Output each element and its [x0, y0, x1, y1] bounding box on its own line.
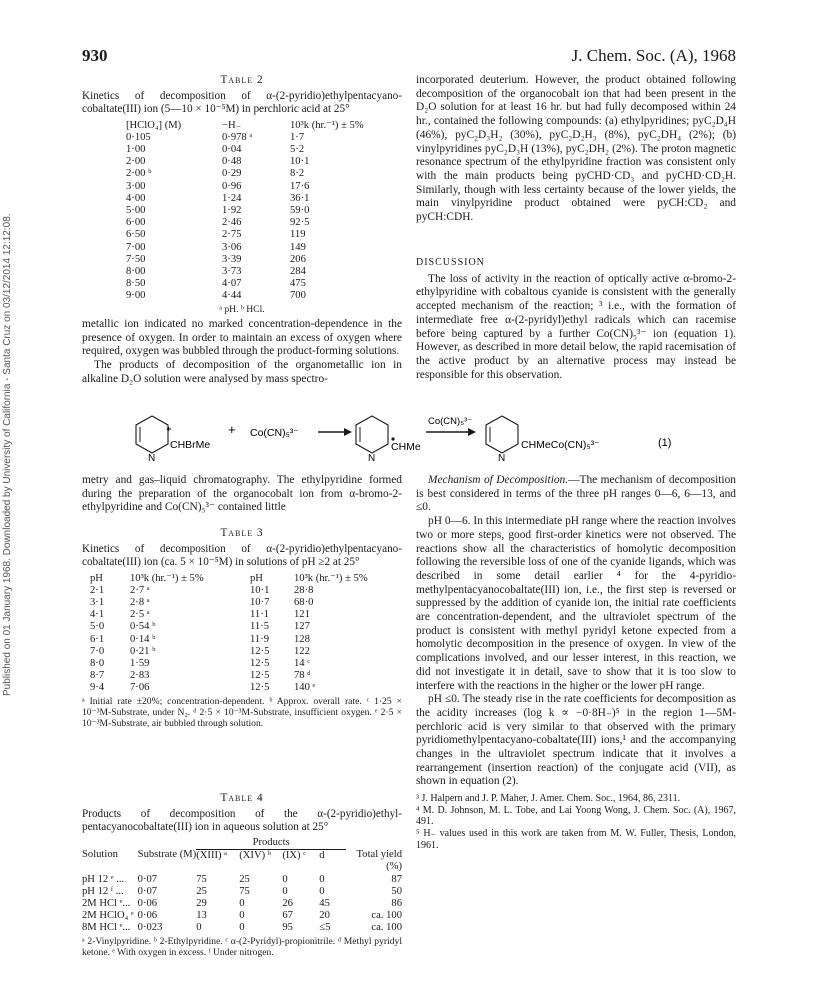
- table-4-row-cell: 2M HCl ᵉ...: [82, 898, 131, 910]
- table-4-row-cell: 0: [282, 885, 288, 897]
- paragraph: The products of decomposition of the organometallic ion in alkaline D₂O solution were analysed by mass spectro-: [82, 359, 402, 385]
- table-2-header: 10³k (hr.⁻¹) ± 5%: [290, 119, 364, 131]
- table-2-row-cell: 1·24: [222, 192, 242, 204]
- table-2-header: −H₋: [222, 119, 242, 131]
- table-2-row-cell: 2·00 ᵇ: [126, 168, 152, 180]
- page-number: 930: [82, 46, 108, 65]
- paragraph: [416, 474, 736, 515]
- table-4-row-cell: pH 12 ᶠ ...: [82, 885, 124, 897]
- table-4-header: (IX) ᶜ: [282, 849, 306, 861]
- table-3-row-cell: 4·1: [90, 609, 105, 621]
- table-2-row: [126, 217, 364, 229]
- table-4-row-cell: 20: [319, 910, 330, 922]
- table-3-row-cell: 11·1: [250, 609, 270, 621]
- footnote: ³ J. Halpern and J. P. Maher, J. Amer. Chem. Soc., 1964, 86, 2311.: [416, 793, 681, 805]
- table-3-row-cell: 2·1: [90, 584, 105, 596]
- table-4-row-cell: 8M HCl ᵉ...: [82, 922, 131, 934]
- ring-n: N: [368, 453, 376, 464]
- table-3-row-cell: 10·7: [250, 596, 270, 608]
- table-2-row-cell: 1·92: [222, 204, 242, 216]
- left-text-2: [82, 474, 402, 515]
- ph0-heading: pH ≤0.: [428, 693, 460, 706]
- table-4-row-cell: ca. 100: [371, 910, 402, 922]
- table-4-row: [82, 898, 402, 910]
- table-3-row-cell: 7·06: [130, 682, 150, 694]
- table-4-row-cell: 13: [196, 910, 207, 922]
- table-3-row: [90, 621, 368, 633]
- table-3-row-cell: 12·5: [250, 645, 270, 657]
- table-3-row: [90, 609, 368, 621]
- table-3-row-cell: 28·8: [294, 584, 314, 596]
- table-3-row: [90, 682, 368, 694]
- table-2-row-cell: 5·00: [126, 204, 146, 216]
- table-2-row-cell: 5·2: [290, 143, 305, 155]
- table-3-row-cell: 68·0: [294, 596, 314, 608]
- table-2-row-cell: 36·1: [290, 192, 310, 204]
- table-2-row-cell: 0·29: [222, 168, 242, 180]
- table-2-row-cell: 92·5: [290, 217, 310, 229]
- download-notice: Published on 01 January 1968. Downloaded by University of California - Santa Cruz on 03/12/2014 12:12:08.: [2, 213, 13, 696]
- table-3-row-cell: 2·83: [130, 670, 150, 682]
- table-2-row: [126, 205, 364, 217]
- table-2-row-cell: 475: [290, 278, 306, 290]
- table-2-row: [126, 266, 364, 278]
- intermediate-group: CHMe: [391, 441, 421, 453]
- table-2-row: [126, 254, 364, 266]
- table-2-row-cell: 6·50: [126, 229, 146, 241]
- table-4-row-cell: 67: [282, 910, 293, 922]
- table-2-row-cell: 2·46: [222, 217, 242, 229]
- plus-sign: +: [228, 422, 236, 437]
- table-3-row-cell: 9·4: [90, 682, 105, 694]
- table-2-footnote: ᵃ pH. ᵇ HCl.: [219, 303, 265, 315]
- table-3-row: [90, 646, 368, 658]
- paragraph: metry and gas–liquid chromatography. The ethylpyridine formed during the preparation of the organocobalt ion from α-bromo-2-ethylpyridine and Co(CN)₅³⁻ contained little: [82, 474, 402, 514]
- table-2-row-cell: 4·44: [222, 290, 242, 302]
- table-3-row-cell: 2·7 ᵃ: [130, 584, 150, 596]
- table-2-row-cell: 0·105: [126, 131, 151, 143]
- table-4-row-cell: 0: [239, 922, 245, 934]
- table-2-row: [126, 156, 364, 168]
- right-text-2: [416, 474, 736, 851]
- ph06-text: In this intermediate pH range where the reaction involves two or more steps, good first-order kinetics were not observed. The reactions show all the characteristics of homolytic decomposition following the reversible loss of one of the cyanide ligands, which was described in some detail earlier ⁴ for the 4-pyridio-methylpentacyanocobaltate(III) ion, i.e., the first step is reversed or suppressed by the addition of cyanide ion, the initial rate coefficients are concentration-dependent, and the ultraviolet spectrum of the product is consistent with methyl pyridyl ketone expected from a homolytic decomposition in the presence of oxygen. In view of the complications involved, and our lesser interest, in this reaction, we did not investigate it in detail, save to show that it is too slow to interfere with the reactions in the higher or the lower pH range.: [416, 515, 736, 692]
- star-mark: *: [166, 425, 172, 437]
- equation-number: (1): [658, 437, 672, 449]
- table-4-group-header: Products: [196, 837, 346, 850]
- table-4-row: [82, 874, 402, 886]
- table-4-caption: Products of decomposition of the α-(2-pyridio)ethyl-pentacyanocobaltate(III) ion in aqueous solution at 25°: [82, 807, 402, 834]
- table-2-row-cell: 8·2: [290, 168, 305, 180]
- table-4-row-cell: 0·023: [137, 922, 163, 934]
- table-2-row: [126, 132, 364, 144]
- table-3-caption: Kinetics of decomposition of α-(2-pyridio)ethylpentacyano-cobaltate(III) ion (ca. 5 × 10⁻⁵M) in solutions of pH ≥2 at 25°: [82, 542, 402, 569]
- table-3-row-cell: 8·0: [90, 657, 105, 669]
- table-3-row-cell: 1·59: [130, 657, 150, 669]
- discussion: [416, 256, 736, 382]
- table-2-row-cell: 59·0: [290, 204, 310, 216]
- equation-1: [130, 412, 690, 462]
- table-2-grid: [126, 120, 364, 303]
- table-2-header: [HClO₄] (M): [126, 119, 182, 131]
- table-4-row-cell: 75: [239, 885, 250, 897]
- table-4-row-cell: 45: [319, 898, 330, 910]
- ring-n: N: [498, 453, 506, 464]
- table-4-footnote: ᵃ 2-Vinylpyridine. ᵇ 2-Ethylpyridine. ᶜ α-(2-Pyridyl)-propionitrile. ᵈ Methyl pyridyl ketone. ᵉ With oxygen in excess. ᶠ Under nitrogen.: [82, 935, 402, 958]
- table-4-row-cell: 25: [239, 873, 250, 885]
- table-2-row-cell: 149: [290, 241, 306, 253]
- table-3-row-cell: 122: [294, 645, 310, 657]
- table-3-row-cell: 78 ᵈ: [294, 670, 311, 682]
- table-3-row-cell: 140 ᵉ: [294, 682, 316, 694]
- table-2-row-cell: 1·00: [126, 143, 146, 155]
- table-4-header: (XIV) ᵇ: [239, 849, 272, 861]
- table-2-row: [126, 181, 364, 193]
- table-4-row-cell: 87: [391, 873, 402, 885]
- table-3-row-cell: 11·9: [250, 633, 270, 645]
- table-4-row-cell: 2M HClO₄ ᵉ: [82, 910, 134, 922]
- table-3-header-row: [90, 573, 368, 585]
- table-4-row-cell: 0: [239, 898, 245, 910]
- table-3-row-cell: 8·7: [90, 670, 105, 682]
- table-2-row-cell: 3·39: [222, 253, 242, 265]
- table-3-row-cell: 14 ᶜ: [294, 657, 310, 669]
- product-group: CHMeCo(CN)₅³⁻: [521, 439, 600, 451]
- table-4-row-cell: 25: [196, 885, 207, 897]
- table-2-row-cell: 284: [290, 265, 306, 277]
- table-2-row-cell: 0·978 ᵃ: [222, 131, 253, 143]
- table-4-row-cell: 95: [282, 922, 293, 934]
- table-3-footnote: ᵃ Initial rate ±20%; concentration-dependent. ᵇ Approx. overall rate. ᶜ 1·25 × 10⁻³M-Substrate, under N₂. ᵈ 2·5 × 10⁻³M-Substrate, insufficient oxygen. ᵉ 2·5 × 10⁻³M-Substrate, air bubbled through solution.: [82, 695, 402, 730]
- table-3-row-cell: 12·5: [250, 657, 270, 669]
- table-3-row-cell: 3·1: [90, 596, 105, 608]
- table-2-row: [126, 193, 364, 205]
- table-2-row-cell: 3·00: [126, 180, 146, 192]
- table-2-caption: Kinetics of decomposition of α-(2-pyridio)ethylpentacyano-cobaltate(III) ion (5—10 × 10⁻⁵M) in perchloric acid at 25°: [82, 89, 402, 116]
- paragraph: [416, 693, 736, 789]
- table-4-header: Total yield (%): [356, 849, 402, 873]
- table-4-row: [82, 886, 402, 898]
- table-2-row: [126, 229, 364, 241]
- equation-scheme: [130, 412, 690, 462]
- table-3-row-cell: 2·8 ᵃ: [130, 596, 150, 608]
- table-2: [82, 74, 402, 315]
- table-2-row-cell: 7·50: [126, 253, 146, 265]
- table-3-row-cell: 7·0: [90, 645, 105, 657]
- table-4-row-cell: 86: [391, 898, 402, 910]
- footnotes: [416, 793, 736, 851]
- table-3-row-cell: 2·5 ᵃ: [130, 609, 150, 621]
- table-4: [82, 792, 402, 958]
- journal-title: J. Chem. Soc. (A), 1968: [571, 46, 736, 65]
- table-2-row-cell: 4·00: [126, 192, 146, 204]
- table-2-header-row: [126, 120, 364, 132]
- table-2-row-cell: 7·00: [126, 241, 146, 253]
- right-text-1: [416, 74, 736, 225]
- table-3-header: 10³k (hr.⁻¹) ± 5%: [130, 572, 204, 584]
- cobalt-reagent: Co(CN)₅³⁻: [250, 427, 299, 439]
- table-2-row-cell: 700: [290, 290, 306, 302]
- table-2-row-cell: 0·48: [222, 156, 242, 168]
- table-2-row-cell: 4·07: [222, 278, 242, 290]
- table-2-row-cell: 8·00: [126, 265, 146, 277]
- arrow-head: [468, 428, 476, 436]
- table-4-row-cell: 0: [282, 873, 288, 885]
- table-2-row-cell: 1·7: [290, 131, 305, 143]
- table-3-row-cell: 10·1: [250, 584, 270, 596]
- mechanism-text: —The mechanism of decomposition is best considered in terms of the three pH ranges 0—6, 6—13, and ≤0.: [416, 474, 736, 514]
- table-2-row: [126, 144, 364, 156]
- table-2-row-cell: 17·6: [290, 180, 310, 192]
- table-4-row-cell: 75: [196, 873, 207, 885]
- table-4-row-cell: 0·07: [137, 885, 158, 897]
- arrow-label: Co(CN)₅³⁻: [428, 416, 473, 427]
- table-3-row-cell: 12·5: [250, 670, 270, 682]
- table-2-row-cell: 0·96: [222, 180, 242, 192]
- pyridine-ring: [356, 416, 388, 453]
- table-4-row-cell: 0·07: [137, 873, 158, 885]
- table-4-header: d: [319, 849, 325, 861]
- table-3-row-cell: 12·5: [250, 682, 270, 694]
- table-3-row-cell: 127: [294, 621, 310, 633]
- arrow-head: [344, 428, 352, 436]
- table-3-row: [90, 585, 368, 597]
- table-4-header: (XIII) ᵃ: [196, 849, 228, 861]
- table-4-row-cell: 0: [196, 922, 202, 934]
- table-3-row-cell: 6·1: [90, 633, 105, 645]
- table-4-row-cell: 0·06: [137, 910, 158, 922]
- table-4-row-cell: 0: [319, 873, 325, 885]
- table-4-row: [82, 910, 402, 922]
- table-3-row-cell: 11·5: [250, 621, 270, 633]
- table-2-row: [126, 278, 364, 290]
- table-2-row-cell: 2·75: [222, 229, 242, 241]
- table-2-row: [126, 242, 364, 254]
- table-2-row-cell: 9·00: [126, 290, 146, 302]
- table-4-row-cell: 0: [239, 910, 245, 922]
- table-2-row: [126, 168, 364, 180]
- table-2-row-cell: 3·06: [222, 241, 242, 253]
- table-4-row-cell: ca. 100: [371, 922, 402, 934]
- table-4-row-cell: 0·06: [137, 898, 158, 910]
- table-2-row-cell: 206: [290, 253, 306, 265]
- table-3-row-cell: 0·14 ᵇ: [130, 633, 156, 645]
- table-4-grid: [82, 837, 402, 935]
- table-4-row-cell: ≤5: [319, 922, 331, 934]
- table-3-row: [90, 634, 368, 646]
- paragraph: The loss of activity in the reaction of optically active α-bromo-2-ethylpyridine with cobaltous cyanide is consistent with the generally accepted mechanism of the reaction; ³ i.e., with the formation of intermediate free α-(2-pyridyl)ethyl radicals which can racemise before being captured by a further Co(CN)₅³⁻ ion (equation 1). However, as described in more detail below, the rapid racemisation of the active product by an alternative process may instead be responsible for this observation.: [416, 272, 736, 381]
- table-3-row-cell: 128: [294, 633, 310, 645]
- table-3-row-cell: 0·21 ᵇ: [130, 645, 156, 657]
- footnote: ⁵ H₋ values used in this work are taken from M. W. Fuller, Thesis, London, 1961.: [416, 827, 736, 851]
- table-3-header: pH: [250, 572, 263, 584]
- table-4-row: [82, 922, 402, 934]
- table-2-row-cell: 119: [290, 229, 306, 241]
- table-3-header: 10³k (hr.⁻¹) ± 5%: [294, 572, 368, 584]
- table-3: [82, 527, 402, 729]
- left-text-1: [82, 318, 402, 387]
- ph0-text: The steady rise in the rate coefficients for decomposition as the acidity increases (log k ∝ −0·8H₋)⁵ in the region 1—5M-perchloric acid is very similar to that observed with the primary pyridiomethylpentacyano-cobaltate(III) ions,¹ and the accompanying changes in the ultraviolet spectrum indicate that it involves a rearrangement (insertion reaction) of the conjugate acid (VII), as shown in equation (2).: [416, 693, 736, 788]
- table-3-header: pH: [90, 572, 103, 584]
- table-3-title: Table 3: [220, 527, 264, 539]
- table-2-row-cell: 8·50: [126, 278, 146, 290]
- mechanism-heading: Mechanism of Decomposition.: [428, 474, 569, 486]
- table-4-group-row: [82, 837, 402, 850]
- table-2-title: Table 2: [220, 74, 264, 86]
- reactant-group: CHBrMe: [170, 439, 211, 451]
- table-2-row-cell: 2·00: [126, 156, 146, 168]
- discussion-heading: DISCUSSION: [416, 257, 485, 268]
- table-3-row: [90, 658, 368, 670]
- table-4-row-cell: 29: [196, 898, 207, 910]
- paragraph: metallic ion indicated no marked concentration-dependence in the presence of oxygen. In order to maintain an excess of oxygen where required, oxygen was bubbled through the product-forming solutions.: [82, 318, 402, 358]
- table-3-grid: [90, 573, 368, 695]
- ph06-heading: pH 0—6.: [428, 515, 471, 528]
- table-4-row-cell: 50: [391, 885, 402, 897]
- pyridine-ring: [486, 416, 518, 453]
- table-4-title: Table 4: [220, 792, 264, 804]
- table-4-header-row: [82, 849, 402, 873]
- table-2-row-cell: 10·1: [290, 156, 310, 168]
- footnote: ⁴ M. D. Johnson, M. L. Tobe, and Lai Yoong Wong, J. Chem. Soc. (A), 1967, 491.: [416, 804, 736, 828]
- table-4-header: Solution: [82, 849, 118, 861]
- table-4-header: Substrate (M): [137, 849, 197, 861]
- table-3-row-cell: 0·54 ᵇ: [130, 621, 156, 633]
- paragraph: [416, 515, 736, 693]
- table-3-row-cell: 121: [294, 609, 310, 621]
- ring-n: N: [148, 453, 156, 464]
- table-4-row-cell: 26: [282, 898, 293, 910]
- table-3-row: [90, 597, 368, 609]
- table-2-row-cell: 3·73: [222, 265, 242, 277]
- table-3-row-cell: 5·0: [90, 621, 105, 633]
- table-2-row: [126, 290, 364, 302]
- table-4-row-cell: pH 12 ᵉ ...: [82, 873, 125, 885]
- pyridine-ring: [136, 416, 168, 453]
- paragraph: incorporated deuterium. However, the product obtained following decomposition of the organocobalt ion that had been present in the D₂O solution for at least 16 hr. but had fully decomposed within 24 hr., contained the following compounds: (a) ethylpyridines; pyC₂D₄H (46%), pyC₂D₃H₂ (30%), pyC₂D₂H₃ (8%), pyC₂DH₄ (2%); (b) vinylpyridines pyC₂D₃H (13%), pyC₂DH₂ (2%). The proton magnetic resonance spectrum of the ethylpyridine fraction was consistent only with the main products being pyCHD·CD₃ and pyCHD·CD₂H. Similarly, though with less certainty because of the lower yields, the main vinylpyridine product obtained were pyCH:CD₂ and pyCH:CDH.: [416, 74, 736, 224]
- table-3-row: [90, 670, 368, 682]
- table-4-row-cell: 0: [319, 885, 325, 897]
- table-2-row-cell: 6·00: [126, 217, 146, 229]
- table-2-row-cell: 0·04: [222, 143, 242, 155]
